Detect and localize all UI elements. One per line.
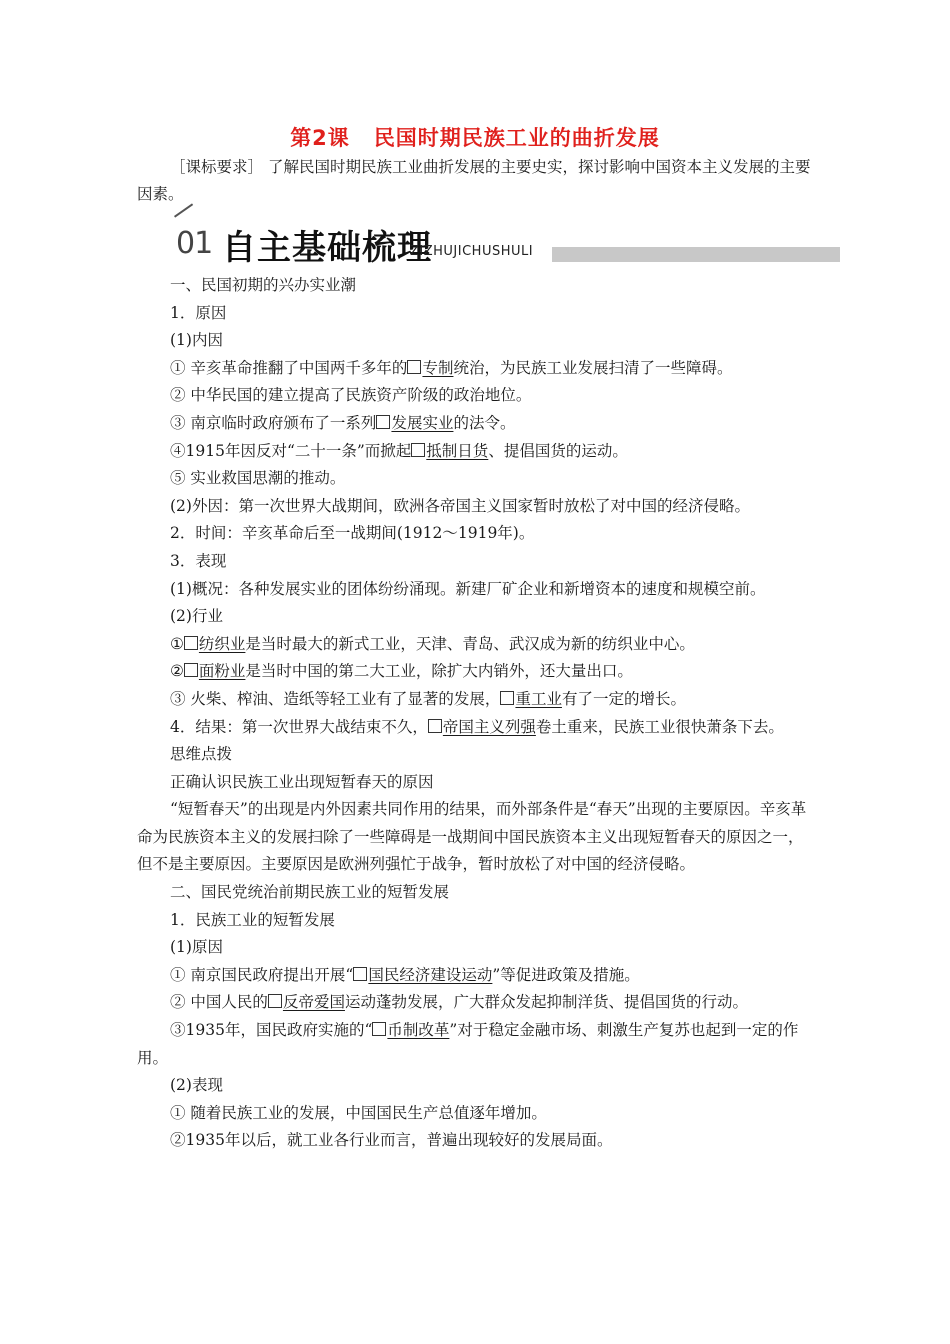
- blank-answer: 发展实业: [391, 413, 454, 432]
- line-text: 是当时中国的第二大工业，除扩大内销外，还大量出口。: [245, 662, 633, 681]
- text-line: [137, 410, 817, 438]
- line-text: ③1935年，国民政府实施的“: [170, 1021, 373, 1040]
- blank-answer: 专制: [422, 358, 454, 377]
- banner-bar: [552, 247, 840, 262]
- line-text: ① 辛亥革命推翻了中国两千多年的: [170, 358, 408, 377]
- text-line: [137, 631, 817, 659]
- line-text: ③ 南京临时政府颁布了一系列: [170, 413, 377, 432]
- line-text: ④1915年因反对“二十一条”而掀起: [170, 441, 412, 460]
- text-line: [137, 465, 817, 493]
- lesson-title: [0, 122, 950, 152]
- requirement-text: 了解民国时期民族工业曲折发展的主要史实，探讨影响中国资本主义发展的主要因素。: [137, 158, 811, 203]
- text-line: [137, 907, 817, 935]
- line-text: ②1935年以后，就工业各行业而言，普遍出现较好的发展局面。: [170, 1131, 613, 1150]
- line-text: 4．结果：第一次世界大战结束不久，: [170, 717, 428, 736]
- text-line: [137, 603, 817, 631]
- line-text: (2)行业: [170, 607, 223, 626]
- line-text: 思维点拨: [170, 745, 233, 764]
- blank-answer: 重工业: [515, 689, 562, 708]
- line-text: 一、民国初期的兴办实业潮: [170, 276, 357, 294]
- blank-answer: 面粉业: [198, 662, 246, 681]
- line-text: 正确认识民族工业出现短暂春天的原因: [170, 772, 434, 791]
- text-line: [137, 438, 817, 466]
- line-text: ”等促进政策及措施。: [492, 965, 640, 984]
- blank-answer: 帝国主义列强: [442, 717, 536, 736]
- line-text: ⑤ 实业救国思潮的推动。: [170, 469, 346, 488]
- line-text: ① 南京国民政府提出开展“: [170, 965, 354, 984]
- fill-blank: [184, 635, 246, 653]
- lesson-name: 民国时期民族工业的曲折发展: [373, 126, 660, 150]
- line-text: ② 中华民国的建立提高了民族资产阶级的政治地位。: [170, 386, 532, 405]
- text-line: [137, 962, 817, 990]
- text-line: [137, 520, 817, 548]
- line-text: “短暂春天”的出现是内外因素共同作用的结果，而外部条件是“春天”出现的主要原因。辛亥革命为民族资本主义的发展扫除了一些障碍是一战期间中国民族资本主义出现短暂春天的原因之一，但不是主要原因。主要原因是欧洲列强忙于战争，暂时放松了对中国的经济侵略。: [137, 800, 807, 874]
- section-banner: [172, 214, 840, 266]
- requirement-label: ［课标要求］: [170, 158, 264, 176]
- blank-answer: 抵制日货: [426, 441, 489, 460]
- fill-blank: [353, 966, 492, 984]
- text-line: [137, 272, 817, 300]
- checkbox-icon: [372, 1022, 386, 1036]
- line-text: (1)内因: [170, 331, 223, 350]
- line-text: 统治，为民族工业发展扫清了一些障碍。: [453, 358, 733, 377]
- line-text: 1．原因: [170, 303, 227, 322]
- fill-blank: [407, 359, 453, 377]
- line-text: ① 随着民族工业的发展，中国国民生产总值逐年增加。: [170, 1103, 547, 1122]
- blank-answer: 反帝爱国: [282, 993, 345, 1012]
- line-text: 的法令。: [453, 413, 516, 432]
- line-text: ②: [170, 662, 184, 681]
- line-text: 2．时间：辛亥革命后至一战期间(1912～1919年)。: [170, 524, 535, 543]
- line-text: 运动蓬勃发展，广大群众发起抑制洋货、提倡国货的行动。: [344, 993, 748, 1012]
- text-line: [137, 796, 817, 879]
- checkbox-icon: [184, 636, 198, 650]
- blank-answer: 国民经济建设运动: [368, 965, 493, 984]
- text-line: [137, 658, 817, 686]
- fill-blank: [376, 414, 453, 432]
- curriculum-requirement: [137, 154, 817, 208]
- text-line: [137, 934, 817, 962]
- body-text: [137, 272, 817, 1155]
- text-line: [137, 879, 817, 907]
- fill-blank: [372, 1021, 449, 1039]
- text-line: [137, 576, 817, 604]
- line-text: ② 中国人民的: [170, 993, 268, 1012]
- line-text: (2)外因：第一次世界大战期间，欧洲各帝国主义国家暂时放松了对中国的经济侵略。: [170, 496, 750, 515]
- fill-blank: [500, 690, 562, 708]
- line-text: 是当时最大的新式工业，天津、青岛、武汉成为新的纺织业中心。: [245, 634, 695, 653]
- line-text: 二、国民党统治前期民族工业的短暂发展: [170, 883, 450, 902]
- banner-pinyin: ZIZHUJICHUSHULI: [410, 244, 534, 259]
- text-line: [137, 741, 817, 769]
- line-text: 卷土重来，民族工业很快萧条下去。: [535, 717, 784, 736]
- line-text: (2)表现: [170, 1076, 223, 1095]
- banner-number: 01: [176, 226, 213, 261]
- checkbox-icon: [376, 415, 390, 429]
- text-line: [137, 300, 817, 328]
- line-text: ①: [170, 634, 184, 653]
- checkbox-icon: [353, 967, 367, 981]
- text-line: [137, 1017, 817, 1072]
- text-line: [137, 548, 817, 576]
- checkbox-icon: [407, 360, 421, 374]
- text-line: [137, 686, 817, 714]
- fill-blank: [428, 718, 536, 736]
- text-line: [137, 1127, 817, 1155]
- line-text: ”对于稳定金融市场、刺激生产复苏也起到一定的作用。: [137, 1021, 799, 1067]
- text-line: [137, 714, 817, 742]
- fill-blank: [411, 442, 488, 460]
- checkbox-icon: [411, 443, 425, 457]
- line-text: 有了一定的增长。: [561, 689, 686, 708]
- checkbox-icon: [500, 691, 514, 705]
- text-line: [137, 1072, 817, 1100]
- line-text: (1)原因: [170, 938, 223, 957]
- blank-answer: 币制改革: [387, 1021, 450, 1040]
- line-text: 1．民族工业的短暂发展: [170, 910, 335, 929]
- text-line: [137, 327, 817, 355]
- text-line: [137, 355, 817, 383]
- line-text: 、提倡国货的运动。: [488, 441, 628, 460]
- text-line: [137, 1100, 817, 1128]
- checkbox-icon: [268, 994, 282, 1008]
- line-text: (1)概况：各种发展实业的团体纷纷涌现。新建厂矿企业和新增资本的速度和规模空前。: [170, 579, 766, 598]
- fill-blank: [184, 662, 246, 680]
- text-line: [137, 769, 817, 797]
- line-text: ③ 火柴、榨油、造纸等轻工业有了显著的发展，: [170, 689, 501, 708]
- checkbox-icon: [428, 719, 442, 733]
- checkbox-icon: [184, 663, 198, 677]
- text-line: [137, 382, 817, 410]
- blank-answer: 纺织业: [198, 634, 246, 653]
- text-line: [137, 493, 817, 521]
- banner-title: 自主基础梳理: [222, 228, 432, 268]
- fill-blank: [268, 993, 345, 1011]
- text-line: [137, 989, 817, 1017]
- lesson-number: 第2课: [290, 126, 350, 150]
- line-text: 3．表现: [170, 551, 227, 570]
